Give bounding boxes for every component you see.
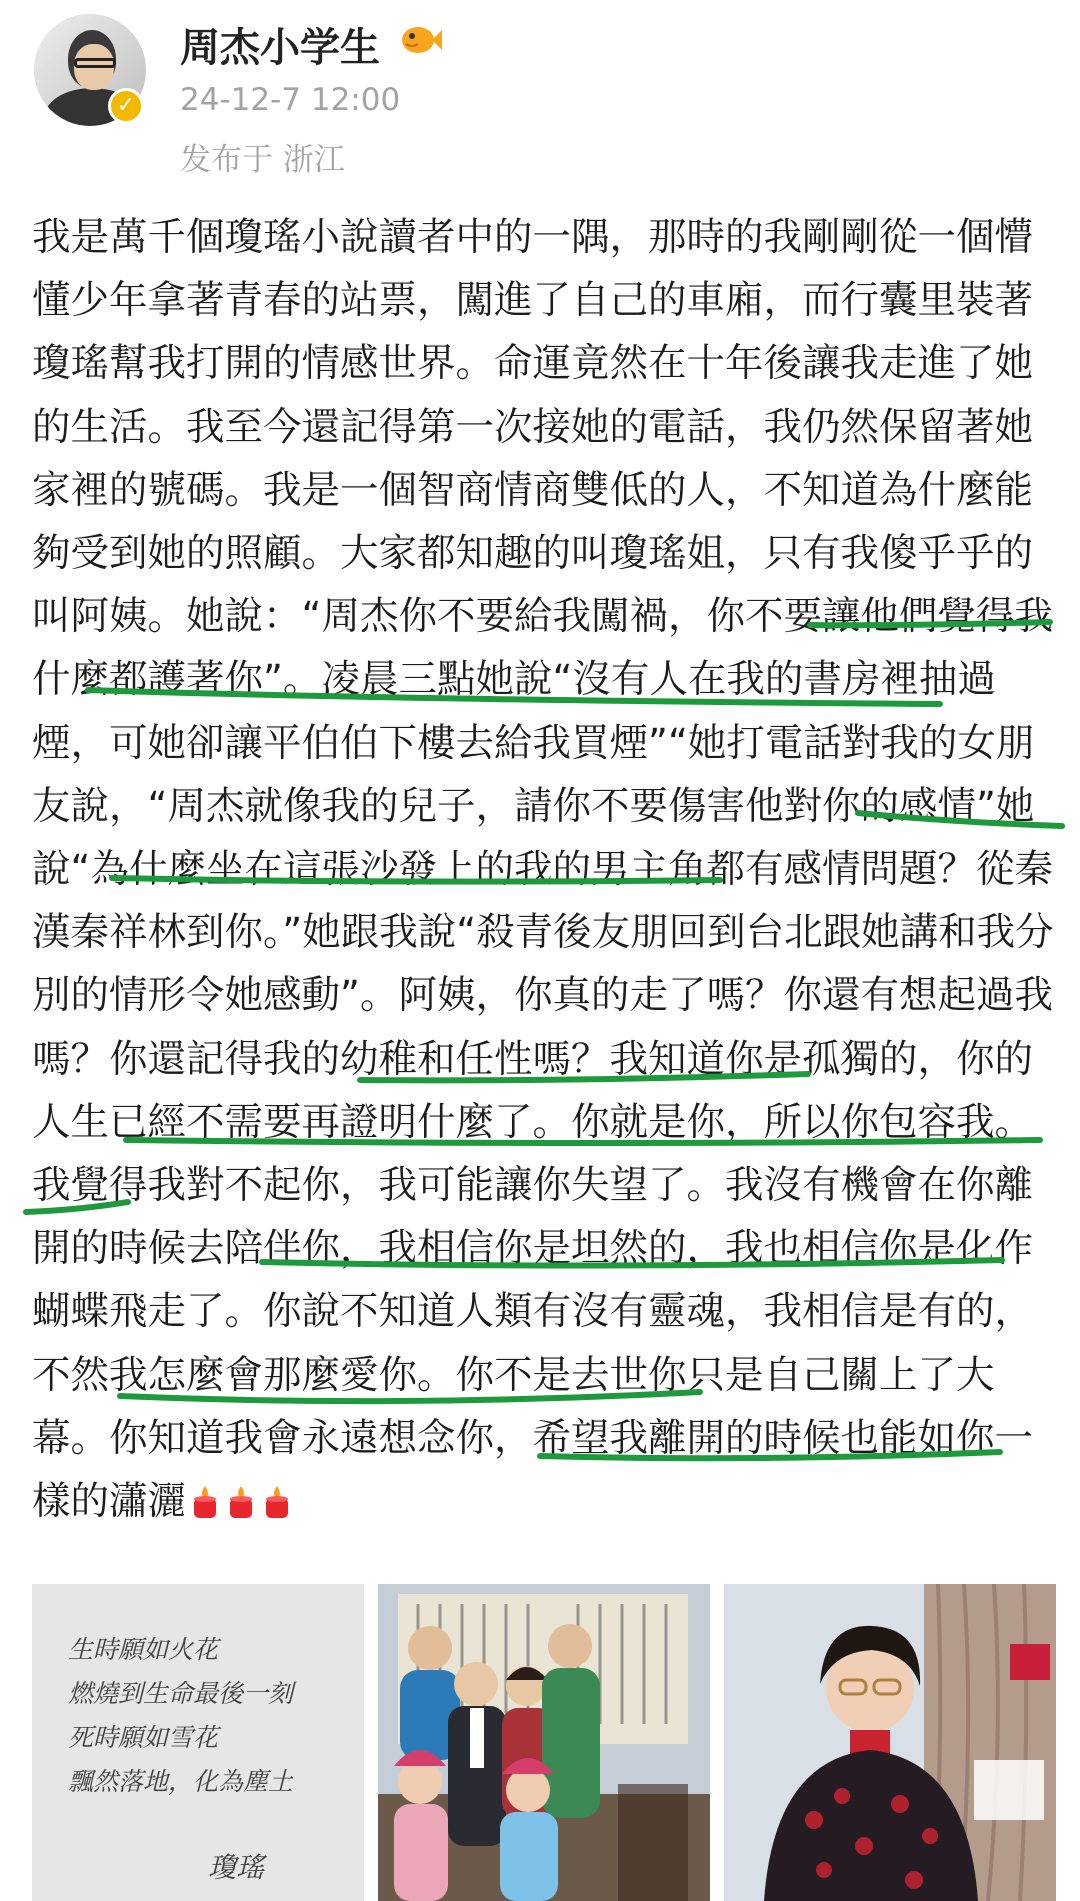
verified-badge-icon: ✓ bbox=[108, 88, 144, 124]
post-image-handwriting[interactable] bbox=[32, 1584, 364, 1901]
portrait-illustration bbox=[724, 1584, 1056, 1901]
post-image-portrait[interactable] bbox=[724, 1584, 1056, 1901]
username[interactable]: 周杰小学生 bbox=[180, 25, 380, 71]
post-body bbox=[32, 206, 1056, 1533]
candle-icon bbox=[188, 1484, 222, 1520]
post-timestamp: 24-12-7 12:00 bbox=[180, 82, 401, 118]
post-image-group-photo[interactable] bbox=[378, 1584, 710, 1901]
handwriting-signature: 瓊瑤 bbox=[208, 1851, 265, 1884]
post-body-text: 我是萬千個瓊瑤小說讀者中的一隅，那時的我剛剛從一個懵懂少年拿著青春的站票，闖進了自己的車廂，而行囊里裝著瓊瑤幫我打開的情感世界。命運竟然在十年後讓我走進了她的生活。我至今還記得第一次接她的電話，我仍然保留著她家裡的號碼。我是一個智商情商雙低的人，不知道為什麼能夠受到她的照顧。大家都知趣的叫瓊瑤姐，只有我傻乎乎的叫阿姨。她說：“周杰你不要給我闖禍，你不要讓他們覺得我什麼都護著你”。凌晨三點她說“沒有人在我的書房裡抽過煙，可她卻讓平伯伯下樓去給我買煙”“她打電話對我的女朋友說，“周杰就像我的兒子，請你不要傷害他對你的感情”她說“為什麼坐在這張沙發上的我的男主角都有感情問題？從秦漢秦祥林到你。”她跟我說“殺青後友朋回到台北跟她講和我分別的情形令她感動”。阿姨，你真的走了嗎？你還有想起過我嗎？你還記得我的幼稚和任性嗎？我知道你是孤獨的，你的人生已經不需要再證明什麼了。你就是你，所以你包容我。我覺得我對不起你，我可能讓你失望了。我沒有機會在你離開的時候去陪伴你，我相信你是坦然的，我也相信你是化作蝴蝶飛走了。你說不知道人類有沒有靈魂，我相信是有的，不然我怎麼會那麼愛你。你不是去世你只是自己關上了大幕。你知道我會永遠想念你，希望我離開的時候也能如你一樣的瀟灑 bbox=[32, 215, 1054, 1525]
candle-icon bbox=[224, 1484, 258, 1520]
fish-icon bbox=[398, 20, 442, 58]
handwriting-poem: 生時願如火花 燃燒到生命最後一刻 死時願如雪花 飄然落地，化為塵土 bbox=[68, 1635, 294, 1796]
group-photo-illustration bbox=[378, 1584, 710, 1901]
post-image-grid bbox=[32, 1584, 1056, 1901]
post-header bbox=[0, 0, 1080, 190]
candle-icons bbox=[186, 1479, 294, 1524]
post-location: 发布于 浙江 bbox=[180, 142, 345, 178]
candle-icon bbox=[260, 1484, 294, 1520]
